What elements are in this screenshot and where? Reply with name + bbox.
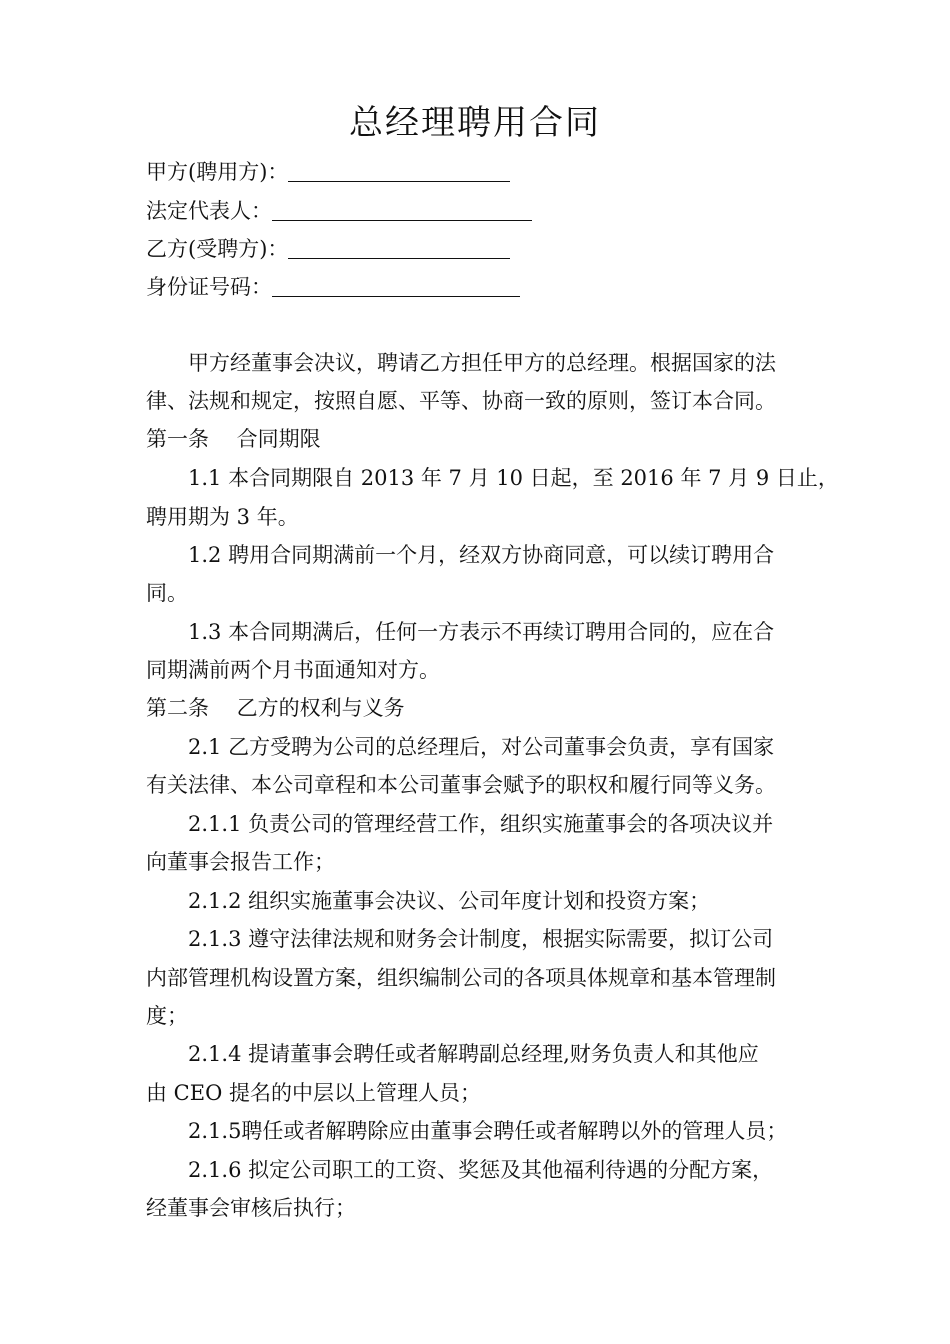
- body-line: 2.1.1 负责公司的管理经营工作，组织实施董事会的各项决议并: [188, 812, 774, 836]
- party-b-label: 乙方(受聘方)：: [146, 237, 289, 261]
- body-line: 2.1.2 组织实施董事会决议、公司年度计划和投资方案；: [188, 889, 711, 913]
- id-number-label: 身份证号码：: [146, 275, 272, 299]
- body-line: 甲方经董事会决议，聘请乙方担任甲方的总经理。根据国家的法: [188, 351, 776, 375]
- section-heading: 第一条 合同期限: [146, 427, 321, 451]
- party-b-blank-line[interactable]: [288, 234, 510, 259]
- body-line: 1.1 本合同期限自 2013 年 7 月 10 日起，至 2016 年 7 月 9 日止，: [188, 466, 839, 490]
- section-heading: 第二条 乙方的权利与义务: [146, 696, 405, 720]
- body-line: 2.1.4 提请董事会聘任或者解聘副总经理,财务负责人和其他应: [188, 1042, 759, 1066]
- body-line: 2.1.5聘任或者解聘除应由董事会聘任或者解聘以外的管理人员；: [188, 1119, 788, 1143]
- body-line: 度；: [146, 1004, 188, 1028]
- legal-rep-field: [146, 196, 532, 226]
- party-a-label: 甲方(聘用方)：: [146, 160, 289, 184]
- body-line: 2.1.6 拟定公司职工的工资、奖惩及其他福利待遇的分配方案，: [188, 1158, 774, 1182]
- body-line: 内部管理机构设置方案，组织编制公司的各项具体规章和基本管理制: [146, 966, 776, 990]
- party-a-blank-line[interactable]: [288, 157, 510, 182]
- legal-rep-label: 法定代表人：: [146, 199, 272, 223]
- body-line: 聘用期为 3 年。: [146, 505, 299, 529]
- body-line: 由 CEO 提名的中层以上管理人员；: [146, 1081, 481, 1105]
- body-line: 1.2 聘用合同期满前一个月，经双方协商同意，可以续订聘用合: [188, 543, 775, 567]
- body-line: 向董事会报告工作；: [146, 850, 335, 874]
- id-number-blank-line[interactable]: [272, 272, 520, 297]
- body-line: 有关法律、本公司章程和本公司董事会赋予的职权和履行同等义务。: [146, 773, 776, 797]
- body-line: 同。: [146, 581, 188, 605]
- party-b-field: [146, 234, 510, 264]
- body-line: 2.1 乙方受聘为公司的总经理后，对公司董事会负责，享有国家: [188, 735, 775, 759]
- body-line: 2.1.3 遵守法律法规和财务会计制度，根据实际需要，拟订公司: [188, 927, 774, 951]
- body-line: 律、法规和规定，按照自愿、平等、协商一致的原则，签订本合同。: [146, 389, 776, 413]
- body-line: 经董事会审核后执行；: [146, 1196, 356, 1220]
- body-line: 同期满前两个月书面通知对方。: [146, 658, 440, 682]
- body-line: 1.3 本合同期满后，任何一方表示不再续订聘用合同的，应在合: [188, 620, 775, 644]
- legal-rep-blank-line[interactable]: [272, 196, 532, 221]
- party-a-field: [146, 157, 510, 187]
- document-title: 总经理聘用合同: [349, 103, 601, 143]
- id-number-field: [146, 272, 520, 302]
